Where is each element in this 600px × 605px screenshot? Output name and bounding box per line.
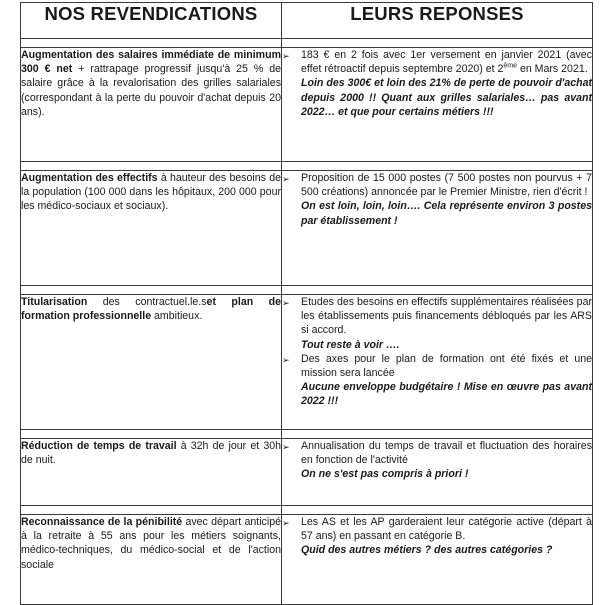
superscript: ème (503, 62, 518, 70)
response-item (282, 48, 592, 119)
response-item (282, 295, 592, 352)
response-cell (282, 439, 593, 506)
spacer-cell (21, 506, 282, 515)
arrow-bullet-icon: ➢ (282, 298, 290, 308)
table-row (21, 48, 593, 162)
claim-cell (21, 439, 282, 506)
table-row (21, 171, 593, 286)
arrow-bullet-icon: ➢ (282, 442, 290, 452)
response-comment: Aucune enveloppe budgétaire ! Mise en œuvre pas avant 2022 !!! (301, 381, 592, 408)
response-text (301, 295, 592, 352)
response-text (301, 352, 592, 409)
response-item (282, 171, 592, 228)
response-comment: Loin des 300€ et loin des 21% de perte de pouvoir d'achat depuis 2000 !! Quant aux grilles salariales… pas avant 2022… et que pour certains métiers !!! (301, 77, 592, 118)
claim-title: Augmentation des salaires immédiate de minimum 300 € net (21, 49, 281, 76)
spacer-cell (282, 162, 593, 171)
claim-title: et plan de formation professionnelle (21, 296, 281, 323)
spacer-cell (282, 39, 593, 48)
response-item (282, 352, 592, 409)
claim-text: à hauteur des besoins de la population (100 000 dans les hôpitaux, 200 000 pour les médico-sociaux et sociaux). (21, 172, 281, 213)
claim-cell (21, 295, 282, 430)
response-comment: On ne s'est pas compris à priori ! (301, 468, 469, 481)
table-row (21, 295, 593, 430)
arrow-bullet-icon: ➢ (282, 51, 290, 61)
header-leurs-reponses: LEURS REPONSES (282, 3, 593, 39)
response-item (282, 515, 592, 558)
response-cell (282, 295, 593, 430)
claim-cell (21, 171, 282, 286)
claim-cell (21, 48, 282, 162)
response-text (301, 171, 592, 228)
spacer-cell (282, 430, 593, 439)
arrow-bullet-icon: ➢ (282, 354, 290, 365)
claim-text: + rattrapage progressif jusqu'à 25 % de salaire grâce à la revalorisation des grilles salariales (correspondant à la perte du pouvoir d'achat depuis 20 ans). (21, 63, 281, 118)
response-cell (282, 171, 593, 286)
claim-text: avec départ anticipé à la retraite à 55 ans pour les métiers soignants, médico-techniques, du médico-social et de l'action sociale (21, 516, 281, 571)
response-cell (282, 515, 593, 605)
table-row (21, 439, 593, 506)
header-nos-revendications: NOS REVENDICATIONS (21, 3, 282, 39)
claim-title: Augmentation des effectifs (21, 172, 158, 184)
response-text (301, 439, 592, 482)
response-text-part: en Mars 2021. (517, 63, 588, 76)
response-text (301, 515, 592, 558)
response-text-part: Proposition de 15 000 postes (7 500 postes non pourvus + 7 500 créations) annoncée par le Premier Ministre, rien d'écrit ! (301, 172, 592, 199)
spacer-cell (21, 430, 282, 439)
spacer-cell (282, 286, 593, 295)
claim-cell (21, 515, 282, 605)
response-text-part: Des axes pour le plan de formation ont été fixés et une mission sera lancée (301, 352, 592, 380)
response-item (282, 439, 592, 482)
response-text (301, 48, 592, 119)
claim-title: Reconnaissance de la pénibilité (21, 516, 183, 528)
spacer-cell (21, 39, 282, 48)
claim-title: Titularisation (21, 296, 88, 308)
table-row (21, 515, 593, 605)
spacer-cell (21, 162, 282, 171)
arrow-bullet-icon: ➢ (282, 518, 290, 528)
spacer-cell (21, 286, 282, 295)
response-text-part: Les AS et les AP garderaient leur catégorie active (départ à 57 ans) en passant en catégorie B. (301, 516, 592, 543)
arrow-bullet-icon: ➢ (282, 174, 290, 184)
response-comment: Tout reste à voir …. (301, 338, 400, 351)
response-comment: Quid des autres métiers ? des autres catégories ? (301, 544, 553, 557)
claim-text: ambitieux. (151, 310, 203, 323)
response-text-part: 183 € en 2 fois avec 1er versement en janvier 2021 (avec effet rétroactif depuis septembre 2020) et 2 (301, 49, 592, 76)
claim-text: des contractuel.le.s (87, 296, 207, 308)
claim-title: Réduction de temps de travail (21, 440, 177, 452)
demands-responses-table (20, 2, 593, 605)
response-text-part: Etudes des besoins en effectifs supplémentaires réalisées par les établissements puis financements débloqués par les ARS si accord. (301, 296, 592, 337)
claim-text: à 32h de jour et 30h de nuit. (21, 440, 281, 467)
response-cell (282, 48, 593, 162)
spacer-cell (282, 506, 593, 515)
response-comment: On est loin, loin, loin…. Cela représente environ 3 postes par établissement ! (301, 200, 592, 227)
response-text-part: Annualisation du temps de travail et fluctuation des horaires en fonction de l'activité (301, 440, 592, 467)
